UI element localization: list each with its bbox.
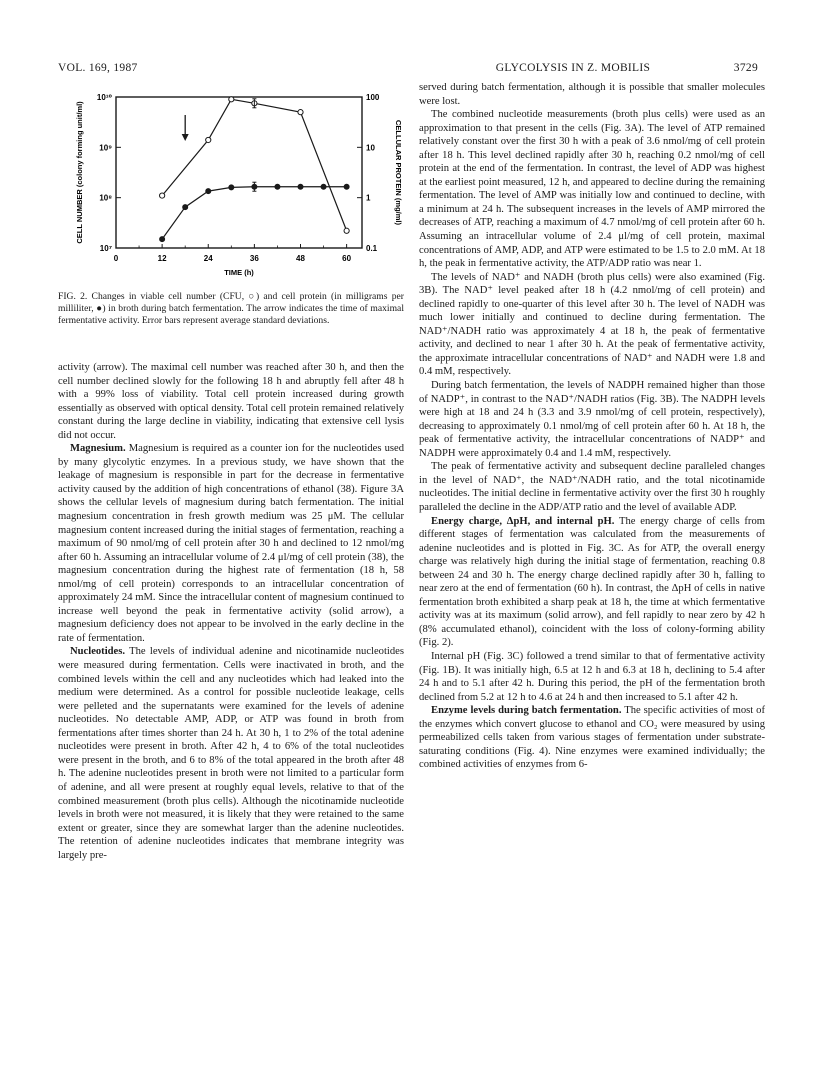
paragraph-magnesium xyxy=(58,442,404,645)
cell-protein-point xyxy=(298,184,303,189)
paragraph-text: The levels of individual adenine and nicotinamide nucleotides were measured during fermentation. Cells were inactivated in broth, and the combined levels within the cell and any nucleotides which had leaked into the medium were determined. As a control for possible nucleotide leakage, cells were pelleted and the supernatants were examined for the levels of adenine nucleotides. No detectable AMP, ADP, or ATP was found in broth from fermentations after times shorter than 24 h. At 30 h, 1 to 2% of the total adenine nucleotides were present in broth. After 42 h, 4 to 6% of the total nucleotides were present in the broth, and 6 to 8% of the total appeared in the broth after 48 h. The adenine nucleotides present in broth were not limited to a particular form of adenine, and all were present at roughly equal levels, relative to that of the combined measurement (broth plus cells). Although the nicotinamide nucleotide levels in broth were not measured, it is likely that they were retained to the same extent or greater, since they are somewhat larger than the adenine nucleotides. The retention of adenine nucleotides indicates that membrane integrity was largely pre- xyxy=(58,646,404,861)
paragraph: During batch fermentation, the levels of NADPH remained higher than those of NADP⁺, in contrast to the NAD⁺/NADH ratios (Fig. 3B). The NADPH levels were high at 18 and 24 h (3.3 and 3.9 nmol/mg of cell protein, respectively), decreasing to approximately 0.1 nmol/mg of cell protein after 60 h. At 18 h, the peak of fermentative activity, the intracellular concentrations of NADP⁺ and NADPH were approximately 0.4 and 1.4 mM, respectively. xyxy=(419,380,765,459)
x-tick-label: 12 xyxy=(157,254,167,263)
x-tick-label: 24 xyxy=(203,254,213,263)
figure-2-chart xyxy=(58,85,404,290)
y-left-tick-label: 10⁷ xyxy=(99,244,112,253)
cell-protein-point xyxy=(344,184,349,189)
cell-protein-point xyxy=(160,237,165,242)
y-right-tick-label: 100 xyxy=(366,93,380,102)
section-heading-enzymes: Enzyme levels during batch fermentation. xyxy=(431,705,622,717)
figure-2 xyxy=(58,85,404,290)
cell-number-point xyxy=(206,137,211,142)
x-axis-label: TIME (h) xyxy=(224,268,254,277)
y-right-tick-label: 0.1 xyxy=(366,244,378,253)
cell-protein-point xyxy=(321,184,326,189)
paragraph: Internal pH (Fig. 3C) followed a trend similar to that of fermentative activity (Fig. 1B). It was initially high, 6.5 at 12 h and 6.3 at 18 h, declining to 5.4 after 24 h and to 5.1 after 42 h. During this period, the pH of the fermentation broth declined from 5.2 at 12 h to 4.6 at 24 h and then increased to 5.1 after 42 h. xyxy=(419,650,765,703)
x-tick-label: 36 xyxy=(249,254,259,263)
x-tick-label: 48 xyxy=(296,254,305,263)
x-tick-label: 0 xyxy=(113,254,119,263)
cell-number-line xyxy=(162,99,347,230)
y-right-tick-label: 1 xyxy=(366,193,371,203)
cell-number-point xyxy=(160,193,165,198)
y-left-tick-label: 10⁹ xyxy=(99,143,112,153)
cell-protein-point xyxy=(229,185,234,190)
section-heading-magnesium: Magnesium. xyxy=(70,443,126,455)
cell-protein-point xyxy=(183,205,188,210)
running-title: GLYCOLYSIS IN Z. MOBILIS xyxy=(495,62,651,74)
paragraph: activity (arrow). The maximal cell number was reached after 30 h, and then the cell number declined slowly for the following 18 h and abruptly fell after 48 h with a 99% loss of viability. Total cell protein increased during growth essentially as observed with optical density. Total cell protein remained relatively constant during the large decline in viability, indicating that extensive cell lysis did not occur. xyxy=(58,362,404,441)
cell-number-point xyxy=(298,110,303,115)
page-number: 3729 xyxy=(733,62,758,74)
paragraph-text: Magnesium is required as a counter ion for the nucleotides used by many glycolytic enzymes. In a previous study, we have shown that the leakage of magnesium is responsible in part for the decrease in fermentative activity caused by the addition of high concentrations of ethanol (38). Figure 3A shows the cellular levels of magnesium during batch fermentation. The initial magnesium concentration in fresh growth medium was 25 μM. The cellular magnesium content increased during the initial stages of fermentation, reaching a maximum of 90 nmol/mg of cell protein after 30 h and declined to 12 nmol/mg after 60 h. Assuming an intracellular volume of 2.4 μl/mg of cell protein (38), the magnesium concentration during the highest rate of fermentation (18 h, 58 nmol/mg of cell protein) corresponds to an intracellular concentration of approximately 24 mM. Since the intracellular content of magnesium continued to increase well beyond the peak in fermentative activity (solid arrow), a magnesium deficiency does not appear to be involved in the early decline in the rate of fermentation. xyxy=(58,443,404,644)
volume-label: VOL. 169, 1987 xyxy=(58,62,138,74)
y-right-tick-label: 10 xyxy=(366,143,375,153)
y-left-axis-label: CELL NUMBER (colony forming unit/ml) xyxy=(75,101,84,244)
cell-protein-line xyxy=(162,187,347,239)
paragraph: The combined nucleotide measurements (broth plus cells) were used as an approximation to that present in the cells (Fig. 3A). The level of ATP remained relatively constant over the first 30 h with a peak of 3.6 nmol/mg of cell protein after 18 h. This level declined rapidly after 30 h, reaching 0.2 nmol/mg of cell protein at the end of the fermentation. In contrast, the level of ADP was highest at the earliest point measured, 12 h, and appeared to decline during the remaining fermentation. The level of AMP was initially low and continued to decline, with a minimum at 24 h. The subsequent increases in the levels of AMP mirrored the decreases of ATP, reaching a maximum of 4.7 nmol/mg of cell protein after 60 h. Assuming an intracellular volume of 2.4 μl/mg of cell protein, maximal concentrations of AMP, ADP, and ATP were estimated to be 1.5 to 2.0 mM. At 18 h, the peak in fermentative activity, the ATP/ADP ratio was near 1. xyxy=(419,109,765,270)
figure-caption-text: Changes in viable cell number (CFU, ○) and cell protein (in milligrams per milliliter, ●) in broth during batch fermentation. The arrow indicates the time of maximal fermentative activity. Error bars represent average standard deviations. xyxy=(58,291,404,327)
paragraph-energy-charge xyxy=(419,515,765,650)
x-tick-label: 60 xyxy=(342,254,352,263)
paragraph-text: The energy charge of cells from different stages of fermentation was calculated from the measurements of adenine nucleotides and is plotted in Fig. 3C. As for ATP, the overall energy charge was relatively high during the initial stage of fermentation, reaching 0.8 between 24 and 30 h. The energy charge declined rapidly after 30 h, falling to near zero at the end of fermentation (60 h). In contrast, the ΔpH of cells in native fermentation broth exhibited a sharp peak at 18 h, the time at which fermentative activity was at its maximum (solid arrow), and fell rapidly to near zero by 42 h (8% accumulated ethanol), coincident with the loss of colony-forming ability (Fig. 2). xyxy=(419,515,765,649)
y-left-tick-label: 10⁸ xyxy=(99,193,112,203)
figure-caption xyxy=(58,291,404,328)
plot-frame xyxy=(116,97,362,248)
paragraph: served during batch fermentation, although it is possible that smaller molecules were lost. xyxy=(419,82,765,107)
right-column xyxy=(419,81,765,772)
cell-protein-point xyxy=(275,184,280,189)
paragraph: The peak of fermentative activity and subsequent decline paralleled changes in the level of NAD⁺, the NAD⁺/NADH ratio, and the total nicotinamide nucleotides. The initial decline in fermentative activity over the first 30 h roughly paralleled the decline in the ADP/ATP ratio and the level of available ADP. xyxy=(419,461,765,513)
section-heading-energy-charge: Energy charge, ΔpH, and internal pH. xyxy=(431,515,615,527)
running-header xyxy=(58,62,758,80)
figure-label: FIG. 2. xyxy=(58,291,88,302)
y-right-axis-label: CELLULAR PROTEIN (mg/ml) xyxy=(394,120,403,225)
arrow-head-icon xyxy=(182,134,189,141)
cell-protein-point xyxy=(206,189,211,194)
section-heading-nucleotides: Nucleotides. xyxy=(70,646,126,658)
left-column xyxy=(58,361,404,862)
y-left-tick-label: 10¹⁰ xyxy=(96,93,112,102)
cell-number-point xyxy=(229,97,234,102)
cell-number-point xyxy=(344,228,349,233)
paragraph-text: The specific activities of most of the enzymes which convert glucose to ethanol and CO₂ were measured by using permeabilized cells taken from various stages of fermentation under substrate-saturating conditions (Fig. 4). Nine enzymes were examined individually; the combined activities of enzymes from 6- xyxy=(419,705,765,771)
paragraph: The levels of NAD⁺ and NADH (broth plus cells) were also examined (Fig. 3B). The NAD⁺ level peaked after 18 h (4.2 nmol/mg of cell protein) and declined rapidly to one-quarter of this level after 30 h. The level of NADH was much lower initially and continued to decline during fermentation. The NAD⁺/NADH ratio was approximately 4 at 18 h, the peak of fermentative activity, and declined to near 1 after 30 h. At the peak of fermentative activity, the approximate intracellular concentrations of NAD⁺ and NADH were 1.8 and 0.4 mM, respectively. xyxy=(419,271,765,378)
paragraph-nucleotides xyxy=(58,645,404,862)
paragraph-enzymes xyxy=(419,704,765,772)
